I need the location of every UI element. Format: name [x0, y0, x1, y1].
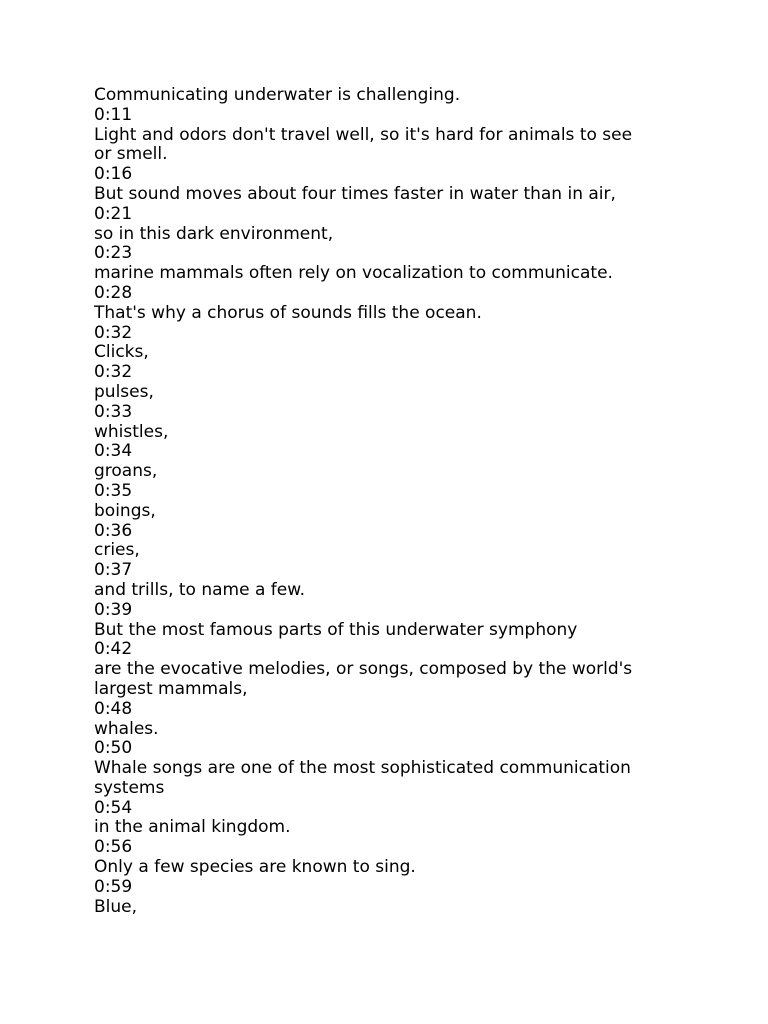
- transcript-line: or smell.: [94, 144, 168, 165]
- timestamp: 0:16: [94, 164, 133, 185]
- transcript-line: largest mammals,: [94, 678, 248, 699]
- transcript-line: Light and odors don't travel well, so it's hard for animals to see: [94, 124, 633, 145]
- timestamp: 0:36: [94, 520, 133, 541]
- transcript-line: whistles,: [94, 421, 169, 442]
- transcript-line: in the animal kingdom.: [94, 817, 291, 838]
- timestamp: 0:37: [94, 560, 133, 581]
- timestamp: 0:48: [94, 698, 133, 719]
- transcript-line: and trills, to name a few.: [94, 579, 305, 600]
- transcript-line: groans,: [94, 461, 158, 482]
- transcript-line: Whale songs are one of the most sophisticated communication: [94, 758, 631, 779]
- transcript-line: boings,: [94, 500, 156, 521]
- timestamp: 0:42: [94, 639, 133, 660]
- transcript-line: systems: [94, 777, 165, 798]
- timestamp: 0:35: [94, 480, 133, 501]
- transcript-page: [94, 86, 694, 917]
- timestamp: 0:28: [94, 282, 133, 303]
- timestamp: 0:50: [94, 738, 133, 759]
- transcript-line: pulses,: [94, 381, 154, 402]
- timestamp: 0:11: [94, 104, 133, 125]
- transcript-line: so in this dark environment,: [94, 223, 334, 244]
- transcript-line: Communicating underwater is challenging.: [94, 85, 461, 105]
- timestamp: 0:33: [94, 401, 133, 422]
- timestamp: 0:32: [94, 322, 133, 343]
- transcript-line: are the evocative melodies, or songs, composed by the world's: [94, 659, 633, 680]
- transcript-line: But sound moves about four times faster in water than in air,: [94, 183, 616, 204]
- timestamp: 0:34: [94, 441, 133, 462]
- timestamp: 0:54: [94, 797, 133, 818]
- transcript-line: Only a few species are known to sing.: [94, 857, 416, 878]
- transcript-line: whales.: [94, 718, 159, 739]
- transcript-line: That's why a chorus of sounds fills the ocean.: [94, 302, 482, 323]
- transcript-line: marine mammals often rely on vocalization to communicate.: [94, 263, 613, 284]
- transcript-line: cries,: [94, 540, 140, 561]
- timestamp: 0:21: [94, 203, 133, 224]
- timestamp: 0:59: [94, 876, 133, 897]
- transcript-line: Clicks,: [94, 342, 149, 363]
- timestamp: 0:39: [94, 599, 133, 620]
- transcript-line: But the most famous parts of this underwater symphony: [94, 619, 578, 640]
- timestamp: 0:23: [94, 243, 133, 264]
- timestamp: 0:32: [94, 362, 133, 383]
- transcript-line: Blue,: [94, 896, 138, 917]
- timestamp: 0:56: [94, 837, 133, 858]
